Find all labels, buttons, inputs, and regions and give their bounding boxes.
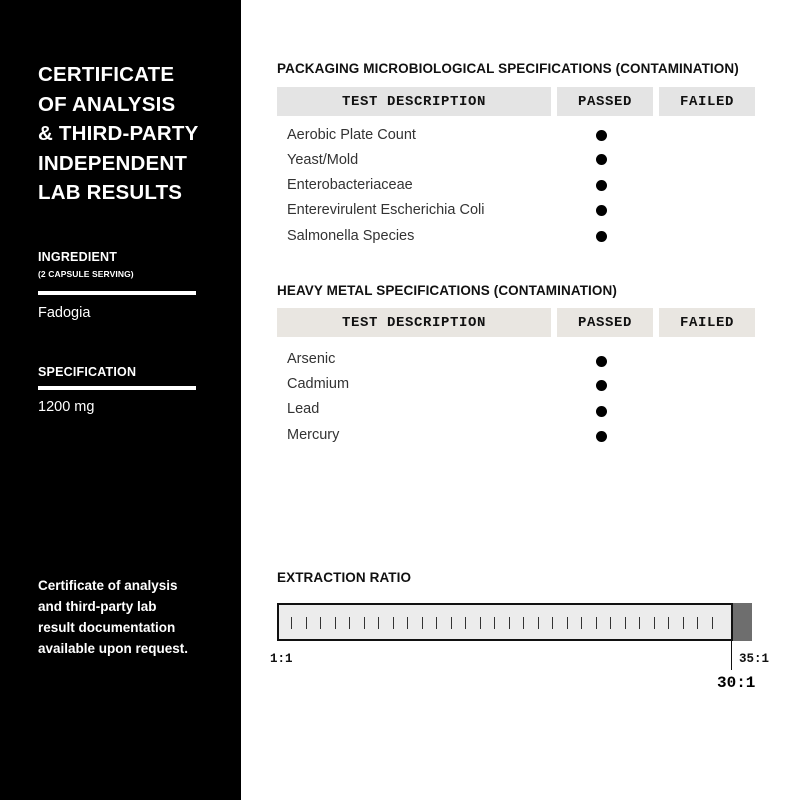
metal-test-label: Arsenic bbox=[287, 351, 336, 367]
passed-dot-icon bbox=[596, 380, 607, 391]
ratio-tick bbox=[393, 617, 394, 629]
ratio-tick bbox=[378, 617, 379, 629]
ratio-value-label: 30:1 bbox=[717, 674, 756, 692]
ratio-tick bbox=[683, 617, 684, 629]
microbiological-section-title: PACKAGING MICROBIOLOGICAL SPECIFICATIONS (CONTAMINATION) bbox=[277, 61, 739, 76]
ratio-tick bbox=[480, 617, 481, 629]
title-line: LAB RESULTS bbox=[38, 181, 183, 204]
passed-dot-icon bbox=[596, 356, 607, 367]
sidebar bbox=[0, 0, 241, 800]
ingredient-divider bbox=[38, 291, 196, 295]
ratio-tick bbox=[596, 617, 597, 629]
ratio-tick bbox=[494, 617, 495, 629]
passed-dot-icon bbox=[596, 406, 607, 417]
ratio-tick bbox=[291, 617, 292, 629]
ratio-tick bbox=[407, 617, 408, 629]
ratio-tick bbox=[625, 617, 626, 629]
ratio-tick bbox=[581, 617, 582, 629]
micro-test-label: Aerobic Plate Count bbox=[287, 127, 416, 143]
specification-value: 1200 mg bbox=[38, 399, 95, 415]
metal-test-label: Lead bbox=[287, 401, 320, 417]
extraction-ratio-title: EXTRACTION RATIO bbox=[277, 570, 412, 585]
ratio-max-label: 35:1 bbox=[739, 652, 770, 666]
ratio-tick bbox=[422, 617, 423, 629]
passed-dot-icon bbox=[596, 130, 607, 141]
ratio-tick bbox=[567, 617, 568, 629]
passed-dot-icon bbox=[596, 431, 607, 442]
passed-dot-icon bbox=[596, 180, 607, 191]
ratio-tick bbox=[712, 617, 713, 629]
extraction-ratio-bar bbox=[277, 603, 752, 641]
ratio-tick bbox=[610, 617, 611, 629]
note-line: Certificate of analysis bbox=[38, 578, 178, 593]
ratio-tick bbox=[639, 617, 640, 629]
ratio-tick bbox=[654, 617, 655, 629]
heavy-metal-section-title: HEAVY METAL SPECIFICATIONS (CONTAMINATION) bbox=[277, 283, 617, 298]
passed-dot-icon bbox=[596, 205, 607, 216]
title-line: & THIRD-PARTY bbox=[38, 122, 199, 145]
micro-test-label: Enterobacteriaceae bbox=[287, 177, 413, 193]
title-line: CERTIFICATE bbox=[38, 63, 175, 86]
ingredient-value: Fadogia bbox=[38, 305, 91, 321]
metal-header-passed: PASSED bbox=[557, 308, 653, 337]
title-line: INDEPENDENT bbox=[38, 151, 188, 175]
passed-dot-icon bbox=[596, 154, 607, 165]
documentation-note bbox=[38, 575, 218, 659]
ratio-tick bbox=[436, 617, 437, 629]
ratio-tick bbox=[668, 617, 669, 629]
micro-header-test-description: TEST DESCRIPTION bbox=[277, 87, 551, 116]
note-line: available upon request. bbox=[38, 641, 189, 656]
specification-divider bbox=[38, 386, 196, 390]
note-line: and third-party lab bbox=[38, 599, 157, 614]
metal-header-failed: FAILED bbox=[659, 308, 755, 337]
title-line: OF ANALYSIS bbox=[38, 92, 176, 116]
ratio-tick bbox=[451, 617, 452, 629]
micro-test-label: Yeast/Mold bbox=[287, 152, 359, 168]
metal-header-test-description: TEST DESCRIPTION bbox=[277, 308, 551, 337]
passed-dot-icon bbox=[596, 231, 607, 242]
ratio-tick bbox=[552, 617, 553, 629]
micro-test-label: Salmonella Species bbox=[287, 228, 415, 244]
ratio-tick bbox=[538, 617, 539, 629]
certificate-title bbox=[38, 60, 228, 208]
ratio-tick bbox=[465, 617, 466, 629]
ratio-end-segment bbox=[733, 603, 752, 641]
ratio-min-label: 1:1 bbox=[270, 652, 293, 666]
ratio-tick bbox=[523, 617, 524, 629]
ingredient-sublabel: (2 CAPSULE SERVING) bbox=[38, 269, 134, 279]
ratio-tick bbox=[335, 617, 336, 629]
specification-label: SPECIFICATION bbox=[38, 365, 137, 379]
ratio-tick bbox=[306, 617, 307, 629]
metal-test-label: Mercury bbox=[287, 427, 340, 443]
micro-header-failed: FAILED bbox=[659, 87, 755, 116]
ratio-value-marker bbox=[731, 603, 732, 670]
note-line: result documentation bbox=[38, 620, 176, 635]
ratio-tick bbox=[509, 617, 510, 629]
micro-header-passed: PASSED bbox=[557, 87, 653, 116]
ratio-tick bbox=[697, 617, 698, 629]
ratio-tick bbox=[364, 617, 365, 629]
ratio-track bbox=[277, 603, 733, 641]
micro-test-label: Enterevirulent Escherichia Coli bbox=[287, 202, 485, 218]
metal-test-label: Cadmium bbox=[287, 376, 350, 392]
ratio-tick bbox=[320, 617, 321, 629]
ratio-tick bbox=[349, 617, 350, 629]
ingredient-label: INGREDIENT bbox=[38, 250, 118, 264]
